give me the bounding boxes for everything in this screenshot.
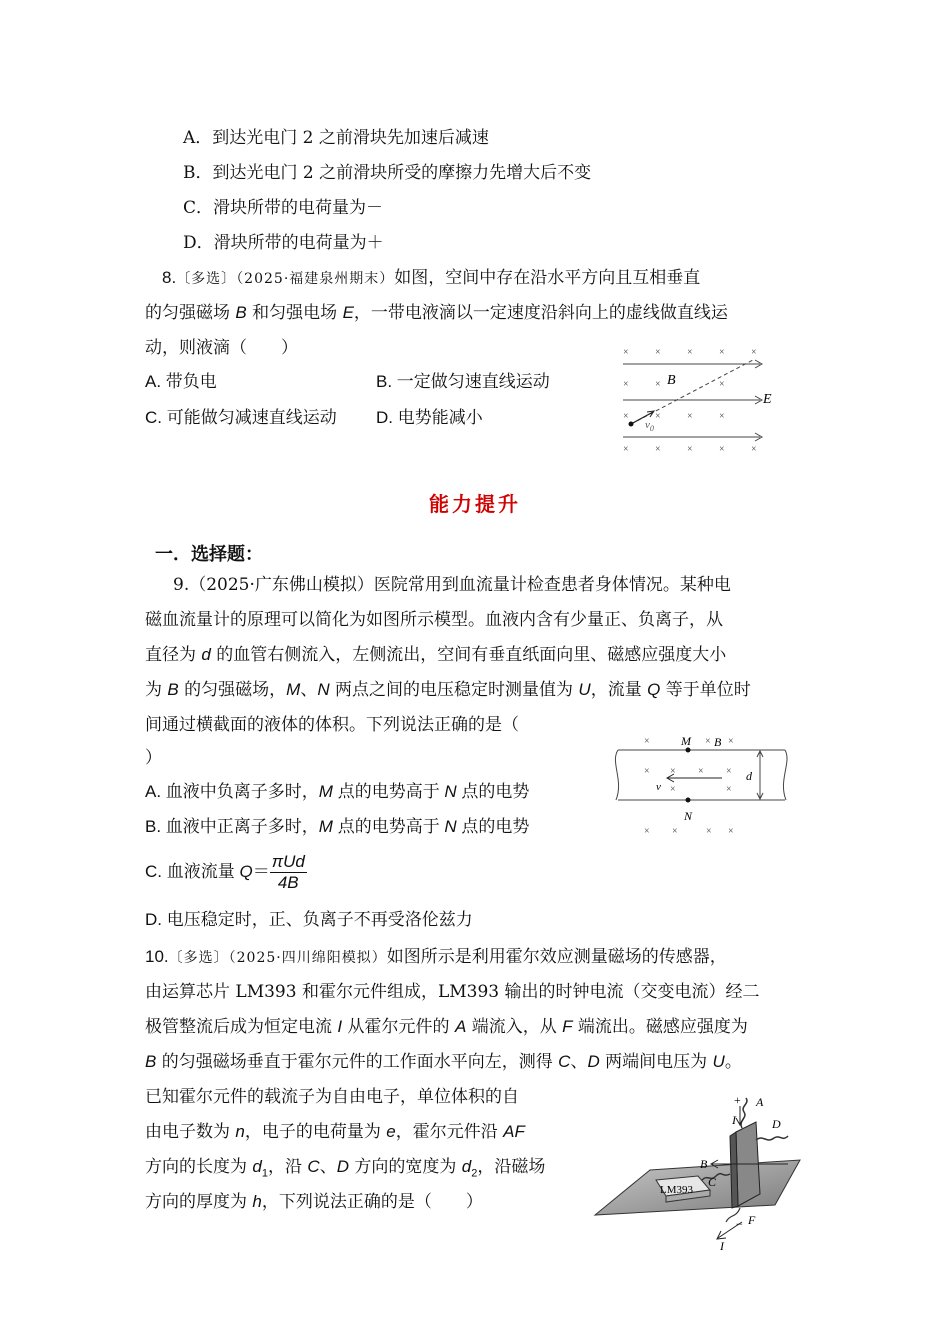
q10-line-5: 已知霍尔元件的载流子为自由电子，单位体积的自 [145, 1087, 519, 1107]
svg-text:×: × [670, 766, 676, 777]
svg-text:×: × [728, 736, 734, 747]
t: B. 血液中正离子多时， [145, 817, 319, 836]
svg-text:×: × [644, 736, 650, 747]
q10-source: （2025·四川绵阳模拟） [228, 950, 387, 966]
q8-option-c: C. 可能做匀减速直线运动 [145, 408, 337, 427]
q8-option-a: A. 带负电 [145, 372, 217, 391]
t: 。 [724, 1052, 742, 1072]
symbol-e: e [386, 1122, 396, 1141]
t: 直径为 [145, 645, 202, 665]
section-heading: 一．选择题： [155, 544, 263, 565]
label-a: A [756, 1095, 764, 1109]
svg-text:×: × [751, 347, 757, 358]
q7-option-a: A．到达光电门 2 之前滑块先加速后减速 [183, 128, 489, 148]
symbol-i: I [337, 1017, 343, 1036]
svg-text:×: × [644, 766, 650, 777]
svg-text:×: × [719, 411, 725, 422]
flow-fraction [270, 852, 307, 893]
t: ，沿磁场 [477, 1157, 546, 1177]
label-d: d [746, 769, 752, 783]
t: ，电子的电荷量为 [244, 1122, 387, 1142]
q9-option-b [145, 815, 529, 839]
t: ，流量 [590, 680, 648, 700]
q9-line-1: 9.（2025·广东佛山模拟）医院常用到血流量计检查患者身体情况。某种电 [173, 575, 731, 595]
label-v: v [656, 781, 661, 793]
chip-label: LM393 [660, 1184, 693, 1196]
label-plus: + [734, 1093, 741, 1107]
q7-option-d: D．滑块所带的电荷量为＋ [183, 233, 384, 253]
symbol-n: N [317, 680, 330, 699]
symbol-m: M [318, 782, 333, 801]
svg-text:×: × [687, 347, 693, 358]
q9-option-d: D. 电压稳定时，正、负离子不再受洛伦兹力 [145, 910, 473, 929]
symbol-d1: d [252, 1157, 262, 1176]
sub-1: 1 [261, 1167, 268, 1180]
q8-field-diagram [615, 340, 785, 458]
label-e: E [763, 392, 772, 407]
t: C. 血液流量 [145, 862, 240, 881]
t: 的血管右侧流入，左侧流出，空间有垂直纸面向里、磁感应强度大小 [210, 645, 727, 665]
sub-2: 2 [471, 1167, 478, 1180]
svg-text:×: × [751, 444, 757, 455]
symbol-b: B [167, 680, 179, 699]
t: 的匀强磁场垂直于霍尔元件的工作面水平向左，测得 [156, 1052, 559, 1072]
label-d: D [772, 1117, 781, 1131]
svg-text:×: × [687, 411, 693, 422]
symbol-d: d [201, 645, 211, 664]
t: ，霍尔元件沿 [395, 1122, 504, 1142]
q8-option-d: D. 电势能减小 [376, 408, 483, 427]
t: 方向的长度为 [145, 1157, 253, 1177]
svg-text:×: × [655, 347, 661, 358]
q9-option-a [145, 780, 529, 804]
q8-number: 8. [162, 268, 177, 287]
wire-a [741, 1098, 747, 1128]
symbol-f: F [562, 1017, 573, 1036]
text: ，一带电液滴以一定速度沿斜向上的虚线做直线运 [353, 303, 728, 323]
t: A. 血液中负离子多时， [145, 782, 319, 801]
symbol-q: Q [647, 680, 661, 699]
t: 、 [300, 680, 318, 700]
q10-line-6 [145, 1120, 525, 1144]
q8-option-b: B. 一定做匀速直线运动 [376, 372, 550, 391]
svg-text:×: × [705, 736, 711, 747]
q8-stem-line-1 [162, 266, 700, 291]
label-i-bottom: I [720, 1239, 724, 1253]
q9-blood-vessel-diagram [610, 728, 800, 840]
symbol-d: D [336, 1157, 349, 1176]
svg-text:×: × [644, 826, 650, 837]
t: 两端间电压为 [599, 1052, 713, 1072]
symbol-d2: d [461, 1157, 472, 1176]
t: 极管整流后成为恒定电流 [145, 1017, 338, 1037]
t: 为 [145, 680, 168, 700]
svg-text:×: × [655, 379, 661, 390]
q10-line-2: 由运算芯片 LM393 和霍尔元件组成，LM393 输出的时钟电流（交变电流）经二 [145, 982, 760, 1002]
symbol-af: AF [503, 1122, 525, 1141]
label-i-top: I [732, 1113, 736, 1127]
svg-text:×: × [728, 826, 734, 837]
symbol-q: Q [239, 862, 253, 881]
wire-d [756, 1136, 788, 1140]
symbol-u: U [712, 1052, 725, 1071]
denominator: 4B [277, 873, 299, 893]
symbol-m: M [318, 817, 333, 836]
q10-line-4 [145, 1050, 742, 1074]
q10-line-8 [145, 1190, 483, 1214]
svg-text:×: × [687, 444, 693, 455]
svg-text:×: × [726, 784, 732, 795]
svg-text:×: × [719, 347, 725, 358]
droplet-dot [629, 422, 634, 427]
symbol-b: B [235, 303, 247, 322]
symbol-h: h [252, 1192, 262, 1211]
svg-text:×: × [672, 826, 678, 837]
symbol-m: M [286, 680, 301, 699]
numerator: πUd [271, 852, 305, 872]
point-n [686, 798, 691, 803]
v: v [645, 419, 650, 431]
t: 方向的宽度为 [348, 1157, 462, 1177]
q9-line-5: 间通过横截面的液体的体积。下列说法正确的是（ [145, 715, 519, 735]
svg-text:×: × [719, 379, 725, 390]
symbol-c: C [307, 1157, 320, 1176]
q8-stem-line-3: 动，则液滴（ ） [145, 338, 298, 358]
svg-text:×: × [726, 766, 732, 777]
label-c: C [708, 1175, 717, 1189]
t: 从霍尔元件的 [342, 1017, 455, 1037]
q8-stem-text: 如图，空间中存在沿水平方向且互相垂直 [394, 268, 701, 288]
t: 端流入，从 [466, 1017, 563, 1037]
t: 如图所示是利用霍尔效应测量磁场的传感器， [386, 947, 727, 967]
label-n: N [684, 809, 693, 823]
t: 端流出。磁感应强度为 [572, 1017, 748, 1037]
t: 点的电势高于 [332, 782, 445, 801]
q10-line-1 [145, 945, 727, 970]
q10-line-7 [145, 1155, 545, 1185]
svg-text:×: × [623, 379, 629, 390]
symbol-n: N [444, 817, 457, 836]
q10-line-3 [145, 1015, 748, 1039]
t: 方向的厚度为 [145, 1192, 253, 1212]
t: 点的电势高于 [332, 817, 445, 836]
t: 由电子数为 [145, 1122, 236, 1142]
t: 点的电势 [456, 817, 530, 836]
q7-option-b: B．到达光电门 2 之前滑块所受的摩擦力先增大后不变 [183, 163, 592, 183]
t: 的匀强磁场， [178, 680, 287, 700]
q9-line-3 [145, 643, 726, 667]
svg-text:×: × [706, 826, 712, 837]
svg-text:×: × [655, 411, 661, 422]
t: 点的电势 [456, 782, 530, 801]
label-b: B [714, 735, 722, 749]
sub: 0 [649, 424, 654, 433]
t: 、 [319, 1157, 337, 1177]
q10-tag: 〔多选〕 [168, 950, 229, 966]
svg-text:×: × [698, 766, 704, 777]
label-b: B [667, 373, 676, 388]
t: ，沿 [268, 1157, 308, 1177]
t: 两点之间的电压稳定时测量值为 [329, 680, 579, 700]
svg-text:×: × [655, 444, 661, 455]
svg-text:×: × [623, 347, 629, 358]
point-m [686, 748, 691, 753]
t: 、 [570, 1052, 588, 1072]
text: 的匀强磁场 [145, 303, 236, 323]
symbol-c: C [558, 1052, 571, 1071]
q9-option-c [145, 850, 307, 894]
label-minus: − [736, 1217, 743, 1231]
symbol-n: n [235, 1122, 245, 1141]
label-m: M [681, 734, 691, 748]
q8-source: （2025·福建泉州期末） [236, 271, 395, 287]
symbol-a: A [454, 1017, 467, 1036]
t: 等于单位时 [660, 680, 751, 700]
magnetic-cross-marks [623, 347, 757, 455]
q7-option-c: C．滑块所带的电荷量为－ [183, 198, 384, 218]
t: ，下列说法正确的是（ ） [261, 1192, 483, 1212]
symbol-b: B [145, 1052, 157, 1071]
label-v0 [645, 419, 654, 433]
q9-line-2: 磁血流量计的原理可以简化为如图所示模型。血液内含有少量正、负离子，从 [145, 610, 723, 630]
svg-text:×: × [623, 411, 629, 422]
label-b: B [700, 1157, 708, 1171]
section-title: 能力提升 [429, 492, 521, 516]
q10-hall-sensor-diagram [590, 1090, 810, 1255]
symbol-d: D [587, 1052, 600, 1071]
svg-text:×: × [670, 784, 676, 795]
q8-stem-line-2 [145, 301, 728, 325]
q9-line-4 [145, 678, 751, 702]
svg-text:×: × [623, 444, 629, 455]
symbol-n: N [444, 782, 457, 801]
equals: ＝ [252, 862, 270, 881]
q9-line-6: ） [145, 748, 162, 768]
label-f: F [748, 1213, 756, 1227]
svg-text:×: × [719, 444, 725, 455]
q8-tag: 〔多选〕 [176, 271, 237, 287]
q10-number: 10. [145, 947, 169, 966]
text: 和匀强电场 [246, 303, 343, 323]
symbol-u: U [578, 680, 591, 699]
symbol-e: E [342, 303, 354, 322]
